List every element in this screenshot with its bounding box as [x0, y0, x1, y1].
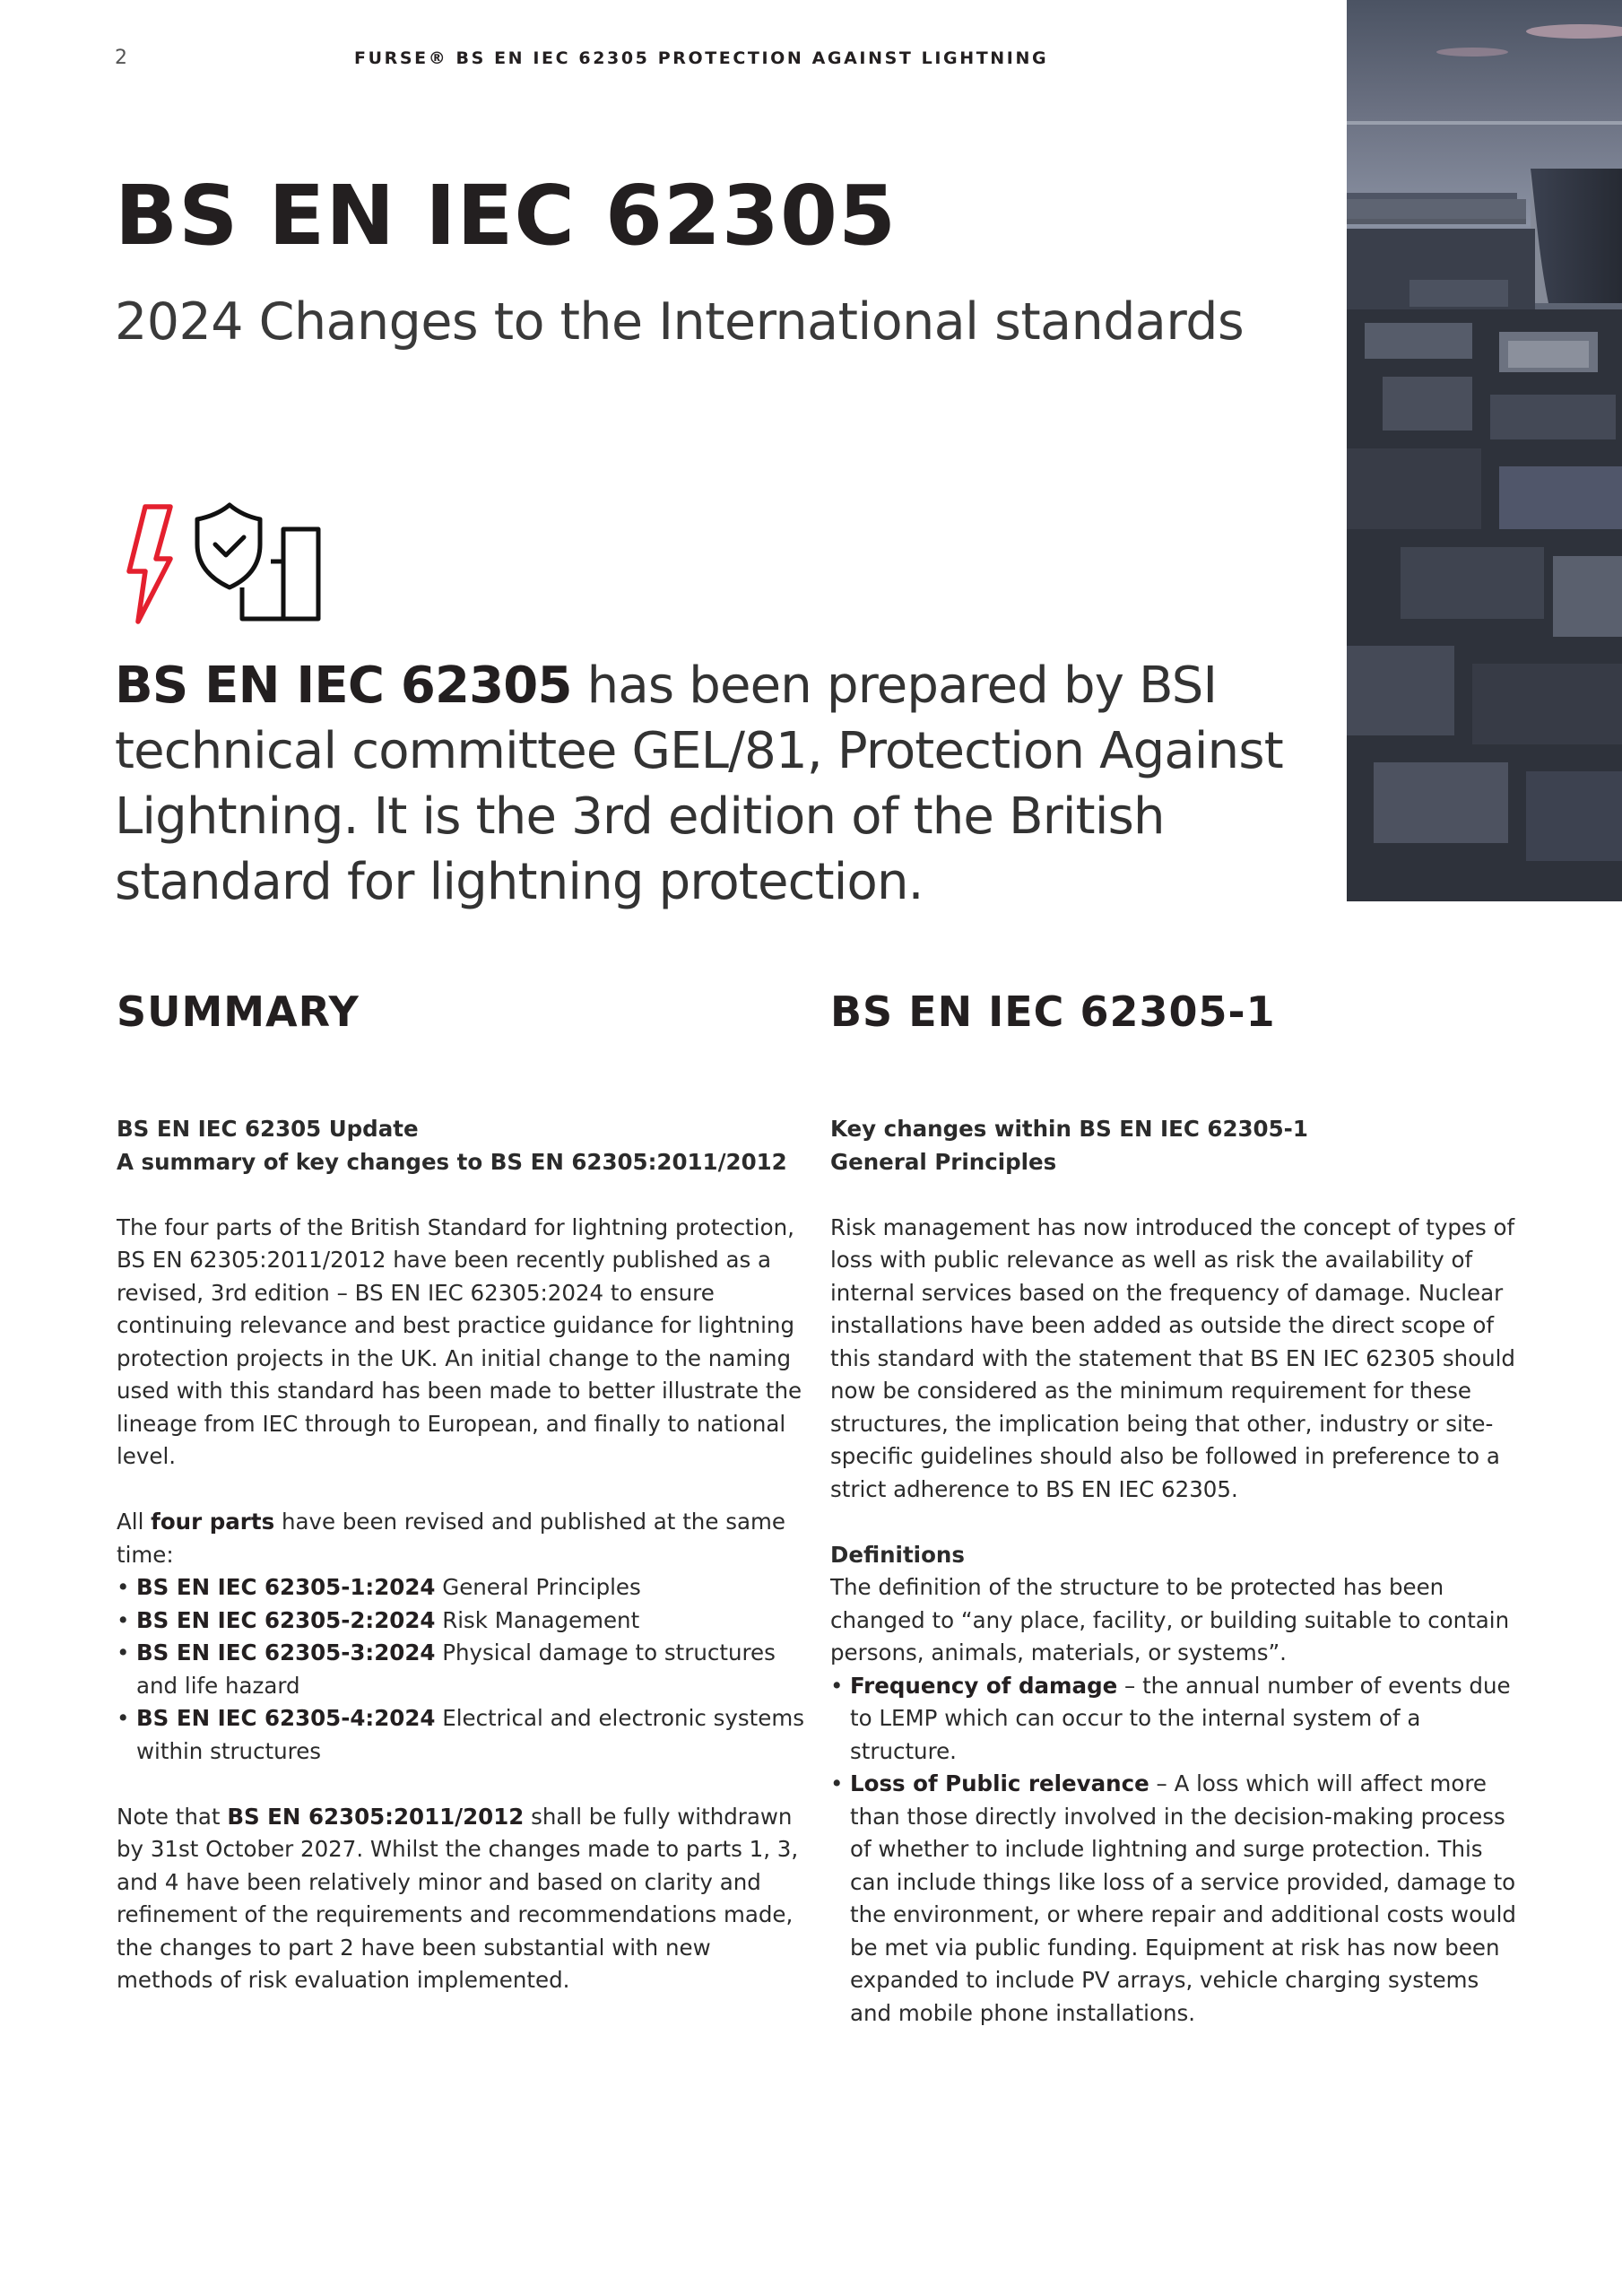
icon-group-svg: [117, 498, 332, 632]
list-item: [830, 1768, 1521, 2030]
list-item: [117, 1571, 807, 1605]
list-item: [117, 1702, 807, 1768]
note-bold: BS EN 62305:2011/2012: [227, 1803, 525, 1830]
summary-heading: SUMMARY: [117, 987, 360, 1036]
parts-intro-post: have been revised and published at the same time:: [117, 1509, 785, 1568]
part-code: BS EN IEC 62305-3:2024: [136, 1639, 436, 1665]
city-skyline-image: [1347, 0, 1622, 901]
summary-paragraph: The four parts of the British Standard for lightning protection, BS EN 62305:2011/2012 have been recently published as a revised, 3rd edition – BS EN IEC 62305:2024 to ensure continuing relevance and best practice guidance for lightning protection projects in the UK. An initial change to the naming used with this standard has been made to better illustrate the lineage from IEC through to European, and finally to national level.: [117, 1213, 802, 1469]
note-pre: Note that: [117, 1803, 228, 1830]
intro-bold: BS EN IEC 62305: [115, 657, 572, 715]
icon-group: [117, 498, 332, 632]
part1-heading: BS EN IEC 62305-1: [830, 987, 1276, 1036]
definition-term: Loss of Public relevance: [850, 1770, 1149, 1796]
summary-column: [117, 987, 807, 2030]
part-code: BS EN IEC 62305-2:2024: [136, 1606, 436, 1633]
note-post: shall be fully withdrawn by 31st October 2027. Whilst the changes made to parts 1, 3, and 4 have been relatively minor and based on clarity and refinement of the requirements and recommendations made, the changes to part 2 have been substantial with new methods of risk evaluation implemented.: [117, 1803, 799, 1993]
city-skyline-illustration: [1347, 0, 1622, 901]
part-description: Electrical and electronic systems within structures: [136, 1705, 804, 1764]
parts-intro-pre: All: [117, 1509, 152, 1535]
lightning-bolt-icon: [129, 507, 170, 622]
part1-column: [830, 987, 1521, 2063]
list-item: [117, 1605, 807, 1638]
building-icon: [242, 529, 318, 619]
part-code: BS EN IEC 62305-4:2024: [136, 1705, 436, 1731]
summary-subheading-1: BS EN IEC 62305 Update: [117, 1116, 419, 1142]
part-description: Risk Management: [435, 1606, 640, 1633]
definitions-list: [830, 1670, 1521, 2031]
part1-subheading-2: General Principles: [830, 1148, 1057, 1175]
definitions-heading: Definitions: [830, 1541, 965, 1568]
intro-text: has been prepared by BSI technical committee GEL/81, Protection Against Lightning. It is the 3rd edition of the British standard for lightning protection.: [115, 657, 1283, 911]
parts-list: [117, 1571, 807, 1768]
page-title: BS EN IEC 62305: [115, 168, 897, 264]
withdrawal-note: [117, 1801, 807, 1997]
intro-statement: [115, 653, 1307, 915]
summary-subheading-2: A summary of key changes to BS EN 62305:2011/2012: [117, 1148, 787, 1175]
page-number: 2: [115, 47, 127, 69]
definition-description: – the annual number of events due to LEMP which can occur to the internal system of a structure.: [850, 1672, 1511, 1764]
shield-check-icon: [197, 505, 260, 587]
list-item: [117, 1637, 807, 1702]
part1-subheading-1: Key changes within BS EN IEC 62305-1: [830, 1116, 1308, 1142]
parts-intro-bold: four parts: [151, 1509, 275, 1535]
part-description: Physical damage to structures and life hazard: [136, 1639, 776, 1699]
definition-description: – A loss which will affect more than those directly involved in the decision-making process of whether to include lightning and surge protection. This can include things like loss of a service provided, damage to the environment, or where repair and additional costs would be met via public funding. Equipment at risk has now been expanded to include PV arrays, vehicle charging systems and mobile phone installations.: [850, 1770, 1516, 2026]
definitions-text: The definition of the structure to be protected has been changed to “any place, facility, or building suitable to contain persons, animals, materials, or systems”.: [830, 1574, 1510, 1665]
part-code: BS EN IEC 62305-1:2024: [136, 1574, 436, 1600]
part-description: General Principles: [435, 1574, 641, 1600]
part1-paragraph: Risk management has now introduced the concept of types of loss with public relevance as well as risk the availability of internal services based on the frequency of damage. Nuclear installations have been added as outside the direct scope of this standard with the statement that BS EN IEC 62305 should now be considered as the minimum requirement for these structures, the implication being that other, industry or site-specific guidelines should also be followed in preference to a strict adherence to BS EN IEC 62305.: [830, 1213, 1515, 1502]
running-header: FURSE® BS EN IEC 62305 PROTECTION AGAINST LIGHTNING: [354, 48, 1049, 68]
page-subtitle: 2024 Changes to the International standards: [115, 292, 1245, 352]
parts-intro: [117, 1506, 807, 1571]
list-item: [830, 1670, 1521, 1769]
definition-term: Frequency of damage: [850, 1672, 1118, 1699]
